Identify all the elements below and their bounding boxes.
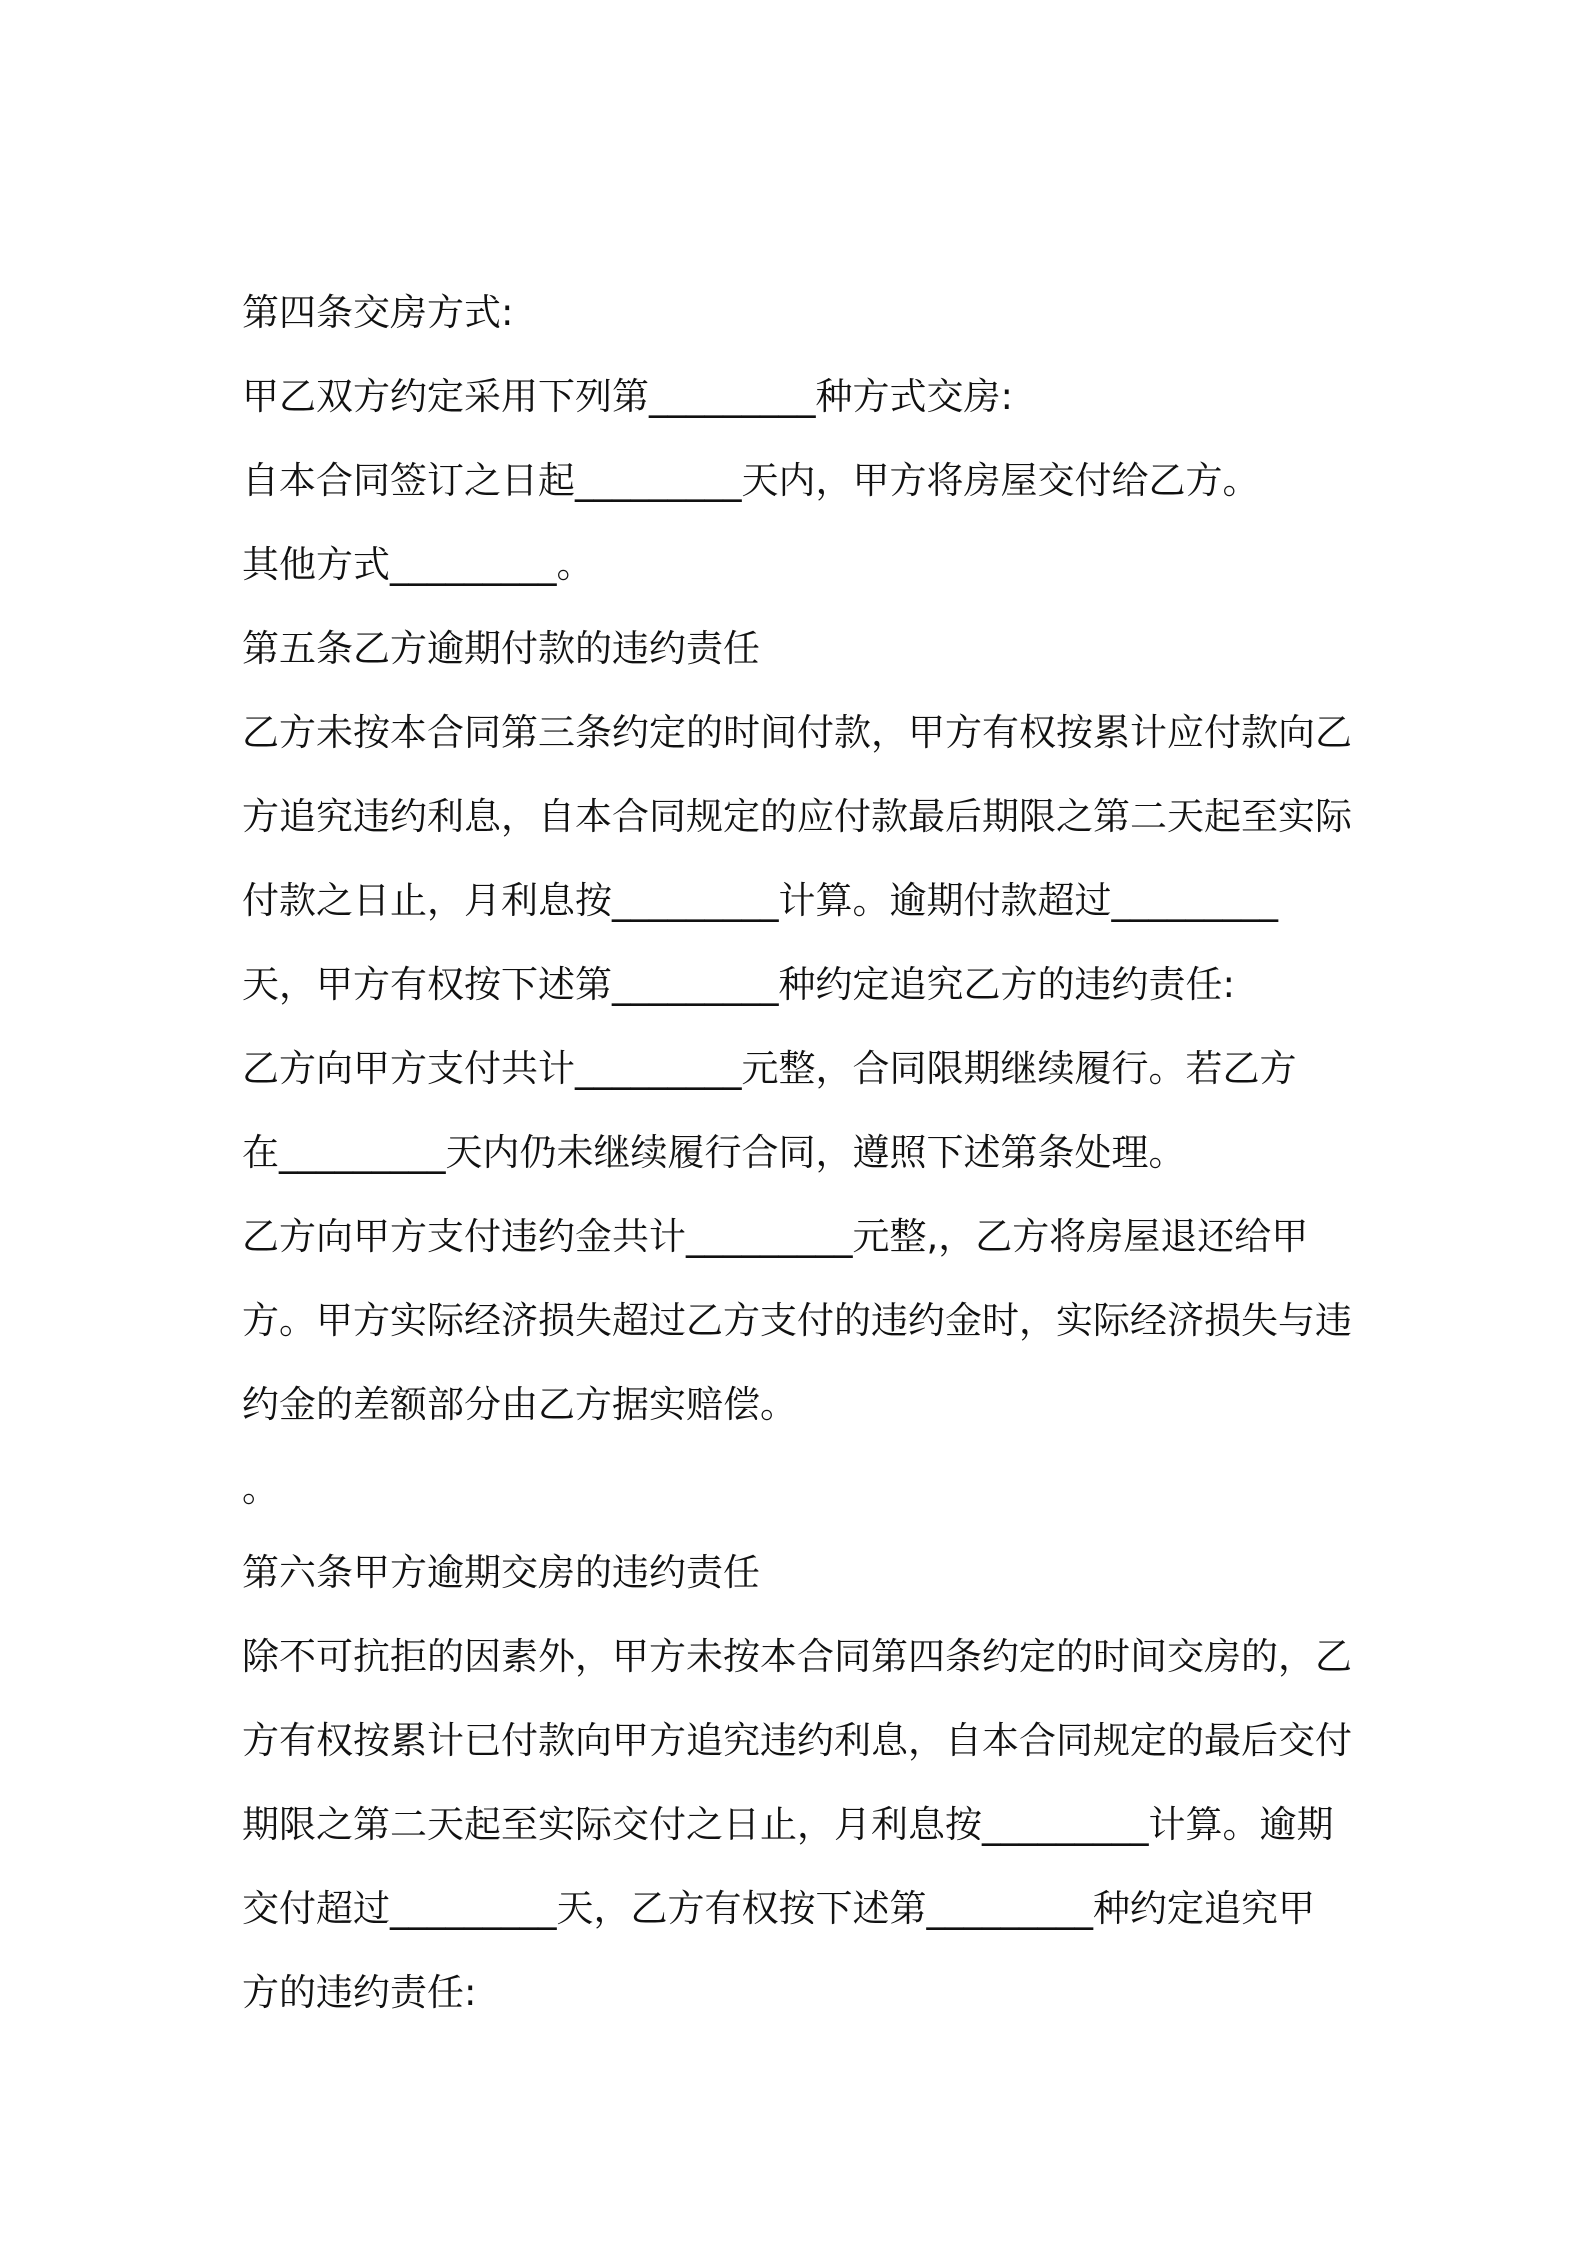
text-line: 第六条甲方逾期交房的违约责任 xyxy=(242,1551,760,1594)
text-line: 方追究违约利息，自本合同规定的应付款最后期限之第二天起至实际 xyxy=(242,795,1352,838)
text-line: 第五条乙方逾期付款的违约责任 xyxy=(242,627,760,670)
text-line: 付款之日止，月利息按_________计算。逾期付款超过_________ xyxy=(242,879,1278,922)
text-line: 乙方向甲方支付违约金共计_________元整,，乙方将房屋退还给甲 xyxy=(242,1215,1309,1258)
document-body xyxy=(242,278,1372,2042)
text-line: 。 xyxy=(242,1467,279,1510)
text-line: 除不可抗拒的因素外，甲方未按本合同第四条约定的时间交房的，乙 xyxy=(242,1635,1352,1678)
text-line: 方。甲方实际经济损失超过乙方支付的违约金时，实际经济损失与违 xyxy=(242,1299,1352,1342)
text-line: 方的违约责任: xyxy=(242,1971,477,2014)
text-line: 在_________天内仍未继续履行合同，遵照下述第条处理。 xyxy=(242,1131,1186,1174)
text-line: 甲乙双方约定采用下列第_________种方式交房: xyxy=(242,375,1013,418)
text-line: 乙方向甲方支付共计_________元整，合同限期继续履行。若乙方 xyxy=(242,1047,1297,1090)
text-line: 天，甲方有权按下述第_________种约定追究乙方的违约责任: xyxy=(242,963,1235,1006)
text-line: 第四条交房方式: xyxy=(242,291,514,334)
text-line: 期限之第二天起至实际交付之日止，月利息按_________计算。逾期 xyxy=(242,1803,1334,1846)
text-line: 自本合同签订之日起_________天内，甲方将房屋交付给乙方。 xyxy=(242,459,1260,502)
text-line: 约金的差额部分由乙方据实赔偿。 xyxy=(242,1383,797,1426)
text-line: 乙方未按本合同第三条约定的时间付款，甲方有权按累计应付款向乙 xyxy=(242,711,1352,754)
text-line: 其他方式_________。 xyxy=(242,543,594,586)
text-line: 方有权按累计已付款向甲方追究违约利息，自本合同规定的最后交付 xyxy=(242,1719,1352,1762)
text-line: 交付超过_________天，乙方有权按下述第_________种约定追究甲 xyxy=(242,1887,1315,1930)
